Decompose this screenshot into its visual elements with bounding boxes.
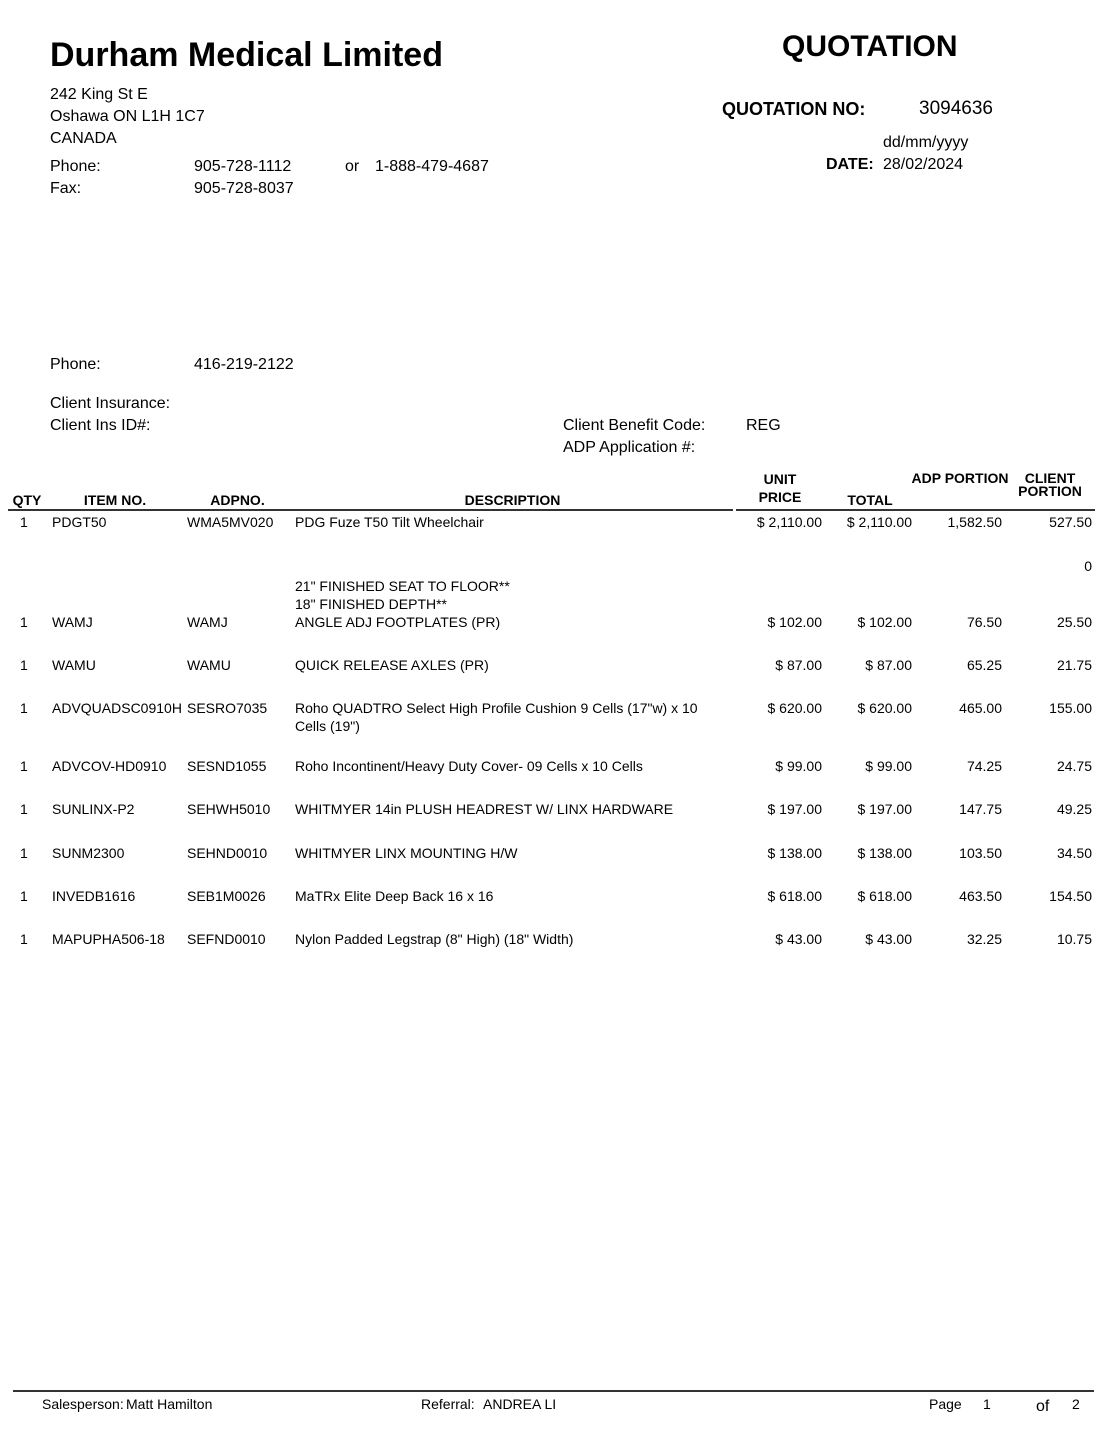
header-qty: QTY xyxy=(12,492,42,508)
date-format: dd/mm/yyyy xyxy=(883,134,969,151)
page-label: Page xyxy=(929,1396,962,1412)
cell-unit-price: $ 197.00 xyxy=(767,801,822,817)
salesperson: Matt Hamilton xyxy=(126,1396,213,1412)
cell-client-portion: 25.50 xyxy=(1056,614,1092,630)
cell-item-no: MAPUPHA506-18 xyxy=(52,931,165,947)
page-number: 1 xyxy=(983,1396,991,1412)
fax-label: Fax: xyxy=(50,180,82,197)
client-insurance-label: Client Insurance: xyxy=(50,395,171,412)
cell-qty: 1 xyxy=(20,931,28,947)
cell-client-portion: 154.50 xyxy=(1049,888,1092,904)
cell-adp-portion: 103.50 xyxy=(959,845,1002,861)
cell-description: PDG Fuze T50 Tilt Wheelchair xyxy=(295,514,484,530)
cell-total: $ 138.00 xyxy=(857,845,912,861)
or-label: or xyxy=(345,158,360,175)
cell-adp-portion: 76.50 xyxy=(966,614,1002,630)
cell-adp-portion: 465.00 xyxy=(959,700,1002,716)
cell-adp-portion: 32.25 xyxy=(966,931,1002,947)
cell-adpno: SESRO7035 xyxy=(187,700,268,716)
header-item-no: ITEM NO. xyxy=(83,492,147,508)
header-description: DESCRIPTION xyxy=(464,492,561,508)
cell-qty: 1 xyxy=(20,700,28,716)
cell-client-portion: 0 xyxy=(1084,558,1092,574)
cell-client-portion: 10.75 xyxy=(1056,931,1092,947)
cell-adpno: WAMJ xyxy=(187,614,228,630)
of-label: of xyxy=(1036,1398,1050,1415)
cell-client-portion: 34.50 xyxy=(1056,845,1092,861)
client-phone-label: Phone: xyxy=(50,356,101,373)
cell-adp-portion: 1,582.50 xyxy=(947,514,1002,530)
benefit-code-label: Client Benefit Code: xyxy=(563,417,706,434)
cell-unit-price: $ 2,110.00 xyxy=(756,514,822,530)
document-title: QUOTATION xyxy=(782,30,958,63)
cell-unit-price: $ 618.00 xyxy=(767,888,822,904)
cell-adp-portion: 65.25 xyxy=(966,657,1002,673)
cell-adpno: SEFND0010 xyxy=(187,931,266,947)
header-client-2: PORTION xyxy=(1018,483,1082,499)
cell-description: WHITMYER LINX MOUNTING H/W xyxy=(295,845,518,861)
cell-unit-price: $ 620.00 xyxy=(767,700,822,716)
cell-client-portion: 527.50 xyxy=(1049,514,1092,530)
cell-qty: 1 xyxy=(20,614,28,630)
cell-description: ANGLE ADJ FOOTPLATES (PR) xyxy=(295,614,501,630)
cell-adpno: WAMU xyxy=(187,657,231,673)
cell-item-no: SUNM2300 xyxy=(52,845,125,861)
cell-description-cont: Cells (19") xyxy=(295,718,360,734)
header-adp-portion: ADP PORTION xyxy=(911,470,1009,486)
cell-total: $ 43.00 xyxy=(865,931,912,947)
cell-total: $ 102.00 xyxy=(857,614,912,630)
cell-qty: 1 xyxy=(20,758,28,774)
cell-qty: 1 xyxy=(20,845,28,861)
cell-adpno: SEHND0010 xyxy=(187,845,268,861)
cell-description: Nylon Padded Legstrap (8" High) (18" Width) xyxy=(295,931,574,947)
client-phone: 416-219-2122 xyxy=(194,356,294,373)
date-label: DATE: xyxy=(826,156,874,173)
cell-description: MaTRx Elite Deep Back 16 x 16 xyxy=(295,888,494,904)
cell-description: QUICK RELEASE AXLES (PR) xyxy=(295,657,489,673)
cell-description: 21" FINISHED SEAT TO FLOOR** xyxy=(295,578,510,594)
header-rule-right xyxy=(736,509,1095,511)
cell-item-no: ADVQUADSC0910H xyxy=(52,700,182,716)
cell-adp-portion: 147.75 xyxy=(959,801,1002,817)
cell-item-no: SUNLINX-P2 xyxy=(52,801,135,817)
quote-date: 28/02/2024 xyxy=(883,156,964,173)
quotation-number: 3094636 xyxy=(919,98,993,119)
cell-unit-price: $ 102.00 xyxy=(767,614,822,630)
cell-client-portion: 49.25 xyxy=(1056,801,1092,817)
salesperson-label: Salesperson: xyxy=(42,1396,124,1412)
header-adpno: ADPNO. xyxy=(210,492,265,508)
footer-rule xyxy=(13,1390,1094,1392)
cell-qty: 1 xyxy=(20,514,28,530)
header-rule-left xyxy=(8,509,733,511)
referral: ANDREA LI xyxy=(483,1396,557,1412)
cell-item-no: INVEDB1616 xyxy=(52,888,136,904)
cell-total: $ 618.00 xyxy=(857,888,912,904)
cell-total: $ 197.00 xyxy=(857,801,912,817)
cell-qty: 1 xyxy=(20,657,28,673)
cell-unit-price: $ 87.00 xyxy=(775,657,822,673)
cell-description: Roho Incontinent/Heavy Duty Cover- 09 Cells x 10 Cells xyxy=(295,758,643,774)
benefit-code: REG xyxy=(746,417,781,434)
header-total: TOTAL xyxy=(847,492,893,508)
cell-adp-portion: 74.25 xyxy=(966,758,1002,774)
cell-total: $ 87.00 xyxy=(865,657,912,673)
company-name: Durham Medical Limited xyxy=(50,36,443,74)
cell-unit-price: $ 138.00 xyxy=(767,845,822,861)
cell-qty: 1 xyxy=(20,888,28,904)
cell-adpno: SEHWH5010 xyxy=(187,801,271,817)
cell-adpno: SESND1055 xyxy=(187,758,267,774)
cell-item-no: ADVCOV-HD0910 xyxy=(52,758,167,774)
cell-unit-price: $ 99.00 xyxy=(775,758,822,774)
cell-item-no: PDGT50 xyxy=(52,514,107,530)
company-fax: 905-728-8037 xyxy=(194,180,294,197)
quotation-no-label: QUOTATION NO: xyxy=(722,99,866,119)
company-phone-alt: 1-888-479-4687 xyxy=(375,158,489,175)
address-line-2: Oshawa ON L1H 1C7 xyxy=(50,108,205,125)
cell-client-portion: 24.75 xyxy=(1056,758,1092,774)
cell-total: $ 99.00 xyxy=(865,758,912,774)
cell-qty: 1 xyxy=(20,801,28,817)
cell-unit-price: $ 43.00 xyxy=(775,931,822,947)
cell-adpno: WMA5MV020 xyxy=(187,514,274,530)
address-line-1: 242 King St E xyxy=(50,86,148,103)
cell-item-no: WAMU xyxy=(52,657,96,673)
client-ins-id-label: Client Ins ID#: xyxy=(50,417,151,434)
cell-item-no: WAMJ xyxy=(52,614,93,630)
company-phone: 905-728-1112 xyxy=(194,158,292,175)
phone-label: Phone: xyxy=(50,158,101,175)
adp-application-label: ADP Application #: xyxy=(563,439,696,456)
cell-description: 18" FINISHED DEPTH** xyxy=(295,596,448,612)
cell-description: WHITMYER 14in PLUSH HEADREST W/ LINX HARDWARE xyxy=(295,801,674,817)
cell-description: Roho QUADTRO Select High Profile Cushion 9 Cells (17"w) x 10 xyxy=(295,700,698,716)
cell-adpno: SEB1M0026 xyxy=(187,888,266,904)
cell-client-portion: 21.75 xyxy=(1056,657,1092,673)
cell-total: $ 2,110.00 xyxy=(846,514,912,530)
cell-client-portion: 155.00 xyxy=(1049,700,1092,716)
page-total: 2 xyxy=(1072,1396,1080,1412)
header-client-1: CLIENT xyxy=(1024,470,1076,486)
header-price: PRICE xyxy=(758,489,802,505)
address-line-3: CANADA xyxy=(50,130,117,147)
header-unit: UNIT xyxy=(763,471,797,487)
referral-label: Referral: xyxy=(421,1396,475,1412)
cell-adp-portion: 463.50 xyxy=(959,888,1002,904)
cell-total: $ 620.00 xyxy=(857,700,912,716)
